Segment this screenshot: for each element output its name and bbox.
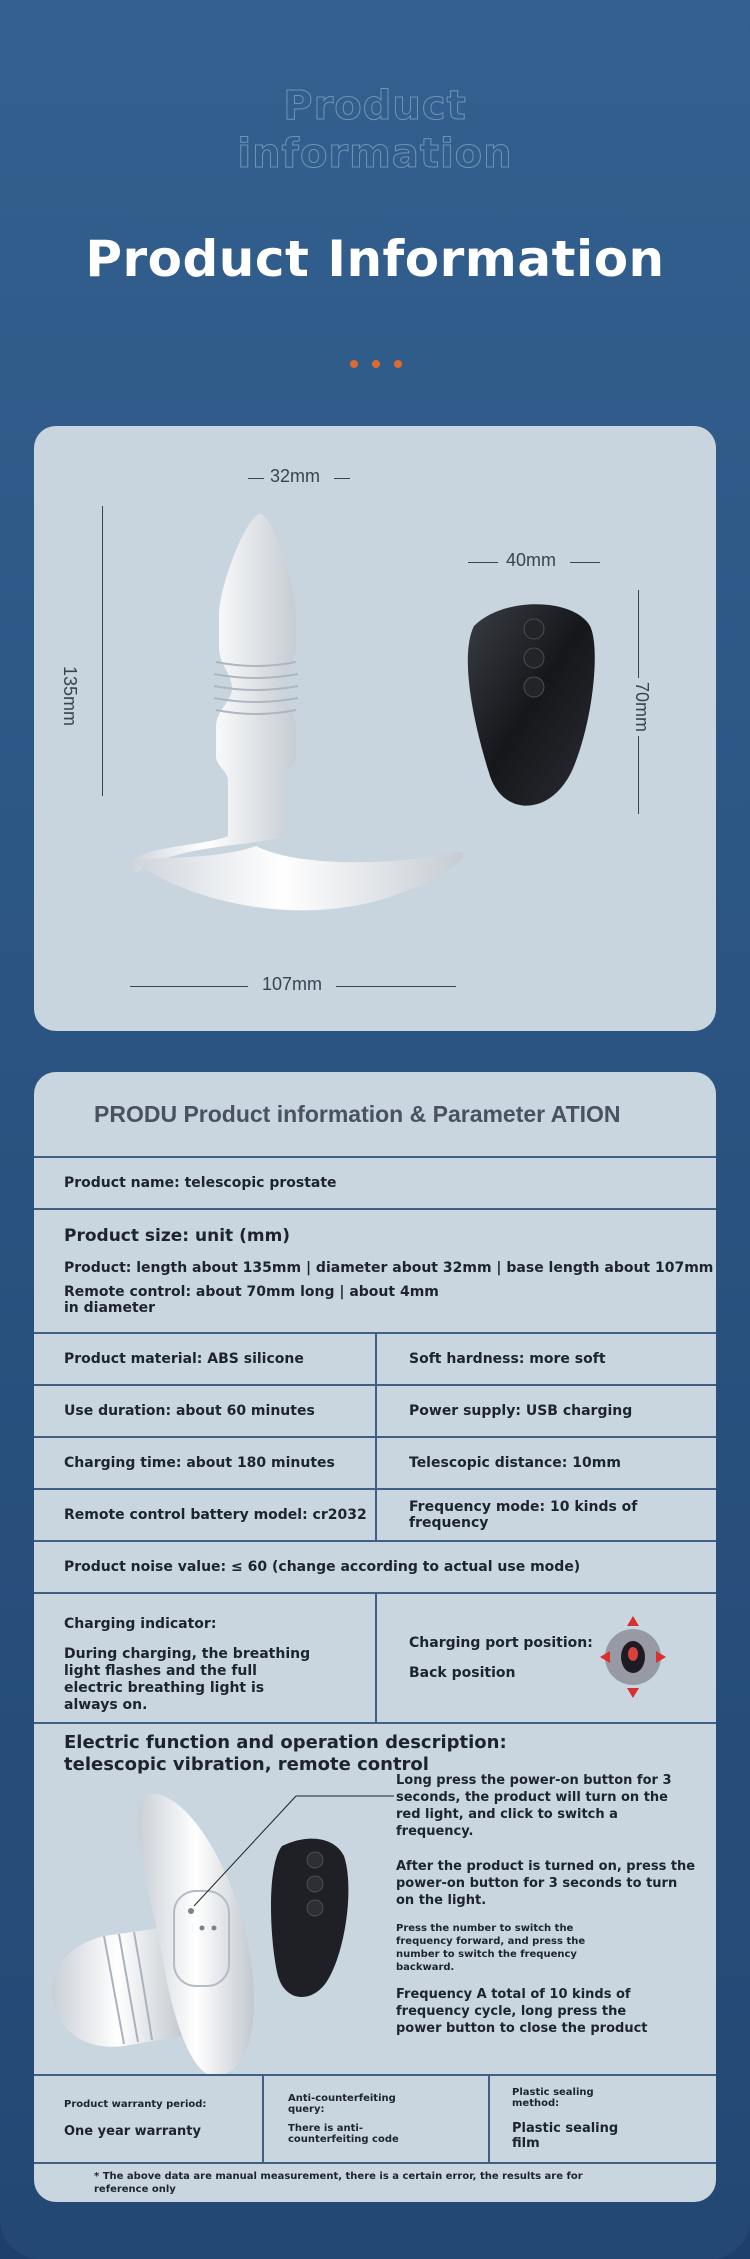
- battery-model: Remote control battery model: cr2032: [64, 1507, 367, 1523]
- row-charging-indicator: [34, 1592, 716, 1722]
- footer-note-row: [34, 2162, 716, 2196]
- anti-label: Anti-counterfeiting query:: [288, 2093, 396, 2115]
- dim-remote-height: 70mm: [629, 678, 654, 736]
- row-product-name: [34, 1156, 716, 1208]
- hardness: Soft hardness: more soft: [375, 1334, 716, 1384]
- dot-3: [394, 360, 402, 368]
- charging-time: Charging time: about 180 minutes: [64, 1455, 335, 1471]
- port-value: Back position: [409, 1665, 516, 1681]
- power-supply: Power supply: USB charging: [375, 1386, 716, 1436]
- parameter-heading: PRODU Product information & Parameter ATION: [94, 1100, 621, 1127]
- operation-step-3: Press the number to switch the frequency forward, and press the number to switch the frequency backward.: [396, 1923, 586, 1973]
- ghost-title: [0, 82, 750, 178]
- operation-section: [34, 1722, 716, 2074]
- row-charging-time: [34, 1436, 716, 1488]
- decorative-dots: [350, 360, 402, 370]
- row-footer: [34, 2074, 716, 2162]
- size-title: Product size: unit (mm): [64, 1226, 291, 1246]
- operation-title: Electric function and operation description: telescopic vibration, remote control: [64, 1732, 507, 1775]
- page-title: Product Information: [85, 230, 665, 288]
- charging-indicator-title: Charging indicator:: [64, 1616, 217, 1632]
- warranty-cell: [34, 2076, 262, 2162]
- operation-illustration: [34, 1776, 394, 2076]
- warranty-value: One year warranty: [64, 2124, 201, 2139]
- frequency-mode: Frequency mode: 10 kinds of frequency: [375, 1490, 716, 1540]
- ghost-title-line1: Product: [283, 83, 467, 129]
- telescopic-distance: Telescopic distance: 10mm: [375, 1438, 716, 1488]
- dot-2: [372, 360, 380, 368]
- parameter-card: [34, 1072, 716, 2202]
- size-product: Product: length about 135mm | diameter about 32mm | base length about 107mm: [64, 1260, 714, 1276]
- noise-value: Product noise value: ≤ 60 (change according to actual use mode): [64, 1559, 581, 1575]
- product-illustration: [34, 426, 716, 1031]
- row-duration: [34, 1384, 716, 1436]
- row-product-size: [34, 1208, 716, 1332]
- row-battery: [34, 1488, 716, 1540]
- port-title: Charging port position:: [409, 1635, 593, 1651]
- footer-note: * The above data are manual measurement, there is a certain error, the results are for reference only: [94, 2171, 583, 2195]
- charging-indicator-cell: [34, 1594, 375, 1722]
- operation-step-4: Frequency A total of 10 kinds of frequency cycle, long press the power button to close the product: [396, 1987, 648, 2036]
- charging-port-cell: [375, 1594, 716, 1722]
- anti-value: There is anti-counterfeiting code: [288, 2123, 399, 2145]
- anti-counterfeit-cell: [262, 2076, 488, 2162]
- charging-indicator-text: During charging, the breathing light flashes and the full electric breathing light is always on.: [64, 1646, 311, 1713]
- charging-port-icon: [598, 1612, 668, 1702]
- size-remote: Remote control: about 70mm long | about 4mm in diameter: [64, 1284, 439, 1316]
- dot-1: [350, 360, 358, 368]
- row-material: [34, 1332, 716, 1384]
- warranty-label: Product warranty period:: [64, 2099, 207, 2110]
- dimensions-card: [34, 426, 716, 1031]
- sealing-label: Plastic sealing method:: [512, 2087, 594, 2109]
- operation-step-1: Long press the power-on button for 3 seconds, the product will turn on the red light, and click to switch a frequency.: [396, 1773, 672, 1839]
- operation-step-2: After the product is turned on, press the power-on button for 3 seconds to turn on the light.: [396, 1859, 696, 1908]
- dim-remote-width: 40mm: [506, 550, 557, 570]
- remote-shape: [468, 604, 595, 805]
- sealing-value: Plastic sealing film: [512, 2121, 619, 2151]
- product-name: Product name: telescopic prostate: [64, 1175, 337, 1191]
- material: Product material: ABS silicone: [64, 1351, 304, 1367]
- plug-shape: [132, 514, 463, 910]
- ghost-title-line2: information: [237, 131, 513, 177]
- product-size-cell: [34, 1210, 716, 1332]
- dim-height: 135mm: [57, 662, 82, 730]
- row-noise: [34, 1540, 716, 1592]
- sealing-cell: [488, 2076, 716, 2162]
- duration: Use duration: about 60 minutes: [64, 1403, 315, 1419]
- dim-base-length: 107mm: [262, 974, 323, 994]
- dim-top-width: 32mm: [270, 466, 321, 486]
